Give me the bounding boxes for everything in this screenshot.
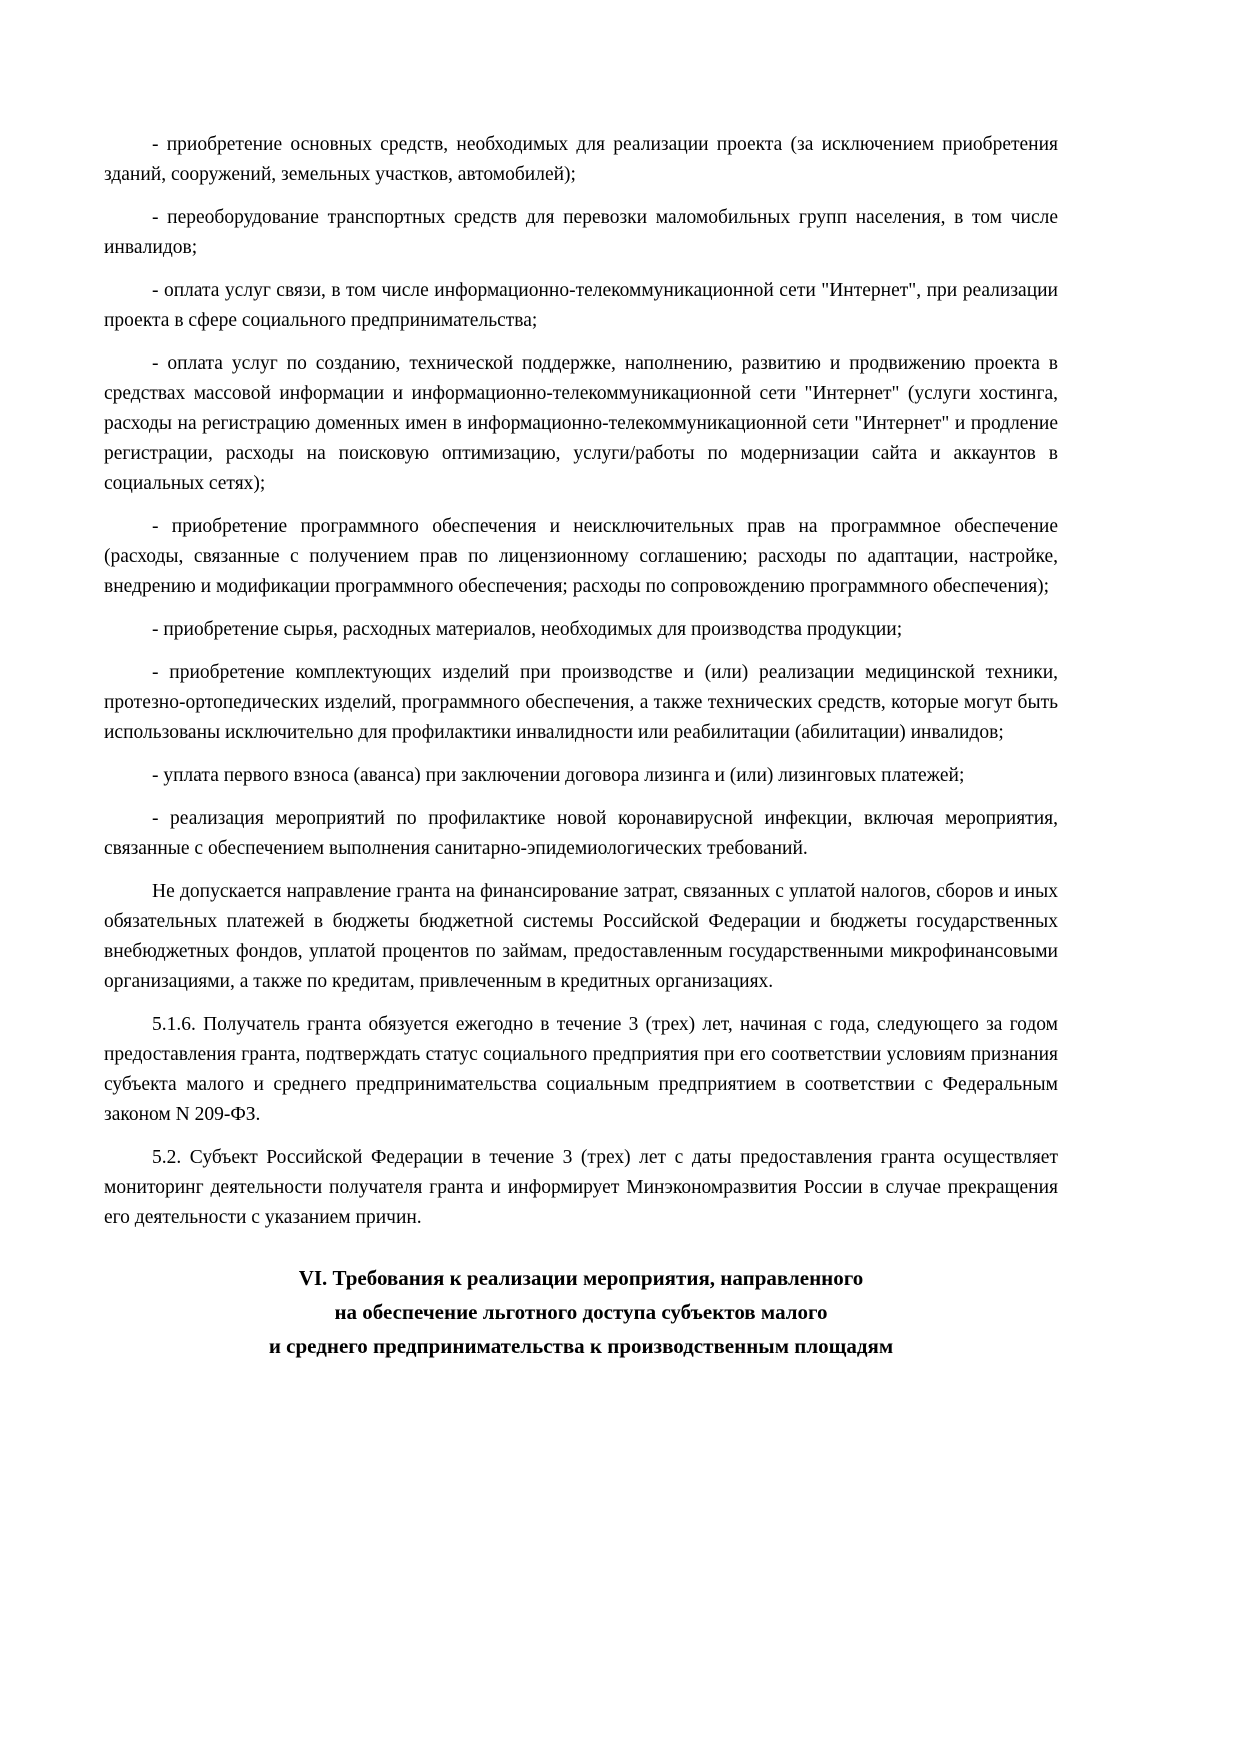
- bullet-paragraph-transport-refit: - переоборудование транспортных средств для перевозки маломобильных групп населения, в том числе инвалидов;: [104, 207, 1058, 258]
- bullet-paragraph-covid-measures: - реализация мероприятий по профилактике новой коронавирусной инфекции, включая мероприятия, связанные с обеспечением выполнения санитарно-эпидемиологических требований.: [104, 808, 1058, 859]
- bullet-paragraph-software: - приобретение программного обеспечения и неисключительных прав на программное обеспечение (расходы, связанные с получением прав по лицензионному соглашению; расходы по адаптации, настройке, внедрению и модификации программного обеспечения; расходы по сопровождению программного обеспечения);: [104, 516, 1058, 597]
- bullet-paragraph-raw-materials: - приобретение сырья, расходных материалов, необходимых для производства продукции;: [152, 619, 903, 640]
- paragraph-clause-5-1-6: 5.1.6. Получатель гранта обязуется ежегодно в течение 3 (трех) лет, начиная с года, следующего за годом предоставления гранта, подтверждать статус социального предприятия при его соответствии условиям признания субъекта малого и среднего предпринимательства социальным предприятием в соответствии с Федеральным законом N 209-ФЗ.: [104, 1014, 1058, 1125]
- bullet-paragraph-fixed-assets: - приобретение основных средств, необходимых для реализации проекта (за исключением приобретения зданий, сооружений, земельных участков, автомобилей);: [104, 134, 1058, 185]
- bullet-paragraph-components: - приобретение комплектующих изделий при производстве и (или) реализации медицинской техники, протезно-ортопедических изделий, программного обеспечения, а также технических средств, которые могут быть использованы исключительно для профилактики инвалидности или реабилитации (абилитации) инвалидов;: [104, 662, 1058, 743]
- paragraph-clause-5-2: 5.2. Субъект Российской Федерации в течение 3 (трех) лет с даты предоставления гранта осуществляет мониторинг деятельности получателя гранта и информирует Минэкономразвития России в случае прекращения его деятельности с указанием причин.: [104, 1147, 1058, 1228]
- bullet-paragraph-media-promotion: - оплата услуг по созданию, технической поддержке, наполнению, развитию и продвижению проекта в средствах массовой информации и информационно-телекоммуникационной сети "Интернет" (услуги хостинга, расходы на регистрацию доменных имен в информационно-телекоммуникационной сети "Интернет" и продление регистрации, расходы на поисковую оптимизацию, услуги/работы по модернизации сайта и аккаунтов в социальных сетях);: [104, 353, 1058, 494]
- paragraph-grant-restrictions: Не допускается направление гранта на финансирование затрат, связанных с уплатой налогов, сборов и иных обязательных платежей в бюджеты бюджетной системы Российской Федерации и бюджеты государственных внебюджетных фондов, уплатой процентов по займам, предоставленным государственными микрофинансовыми организациями, а также по кредитам, привлеченным в кредитных организациях.: [104, 881, 1058, 992]
- bullet-paragraph-communication-services: - оплата услуг связи, в том числе информационно-телекоммуникационной сети "Интернет", при реализации проекта в сфере социального предпринимательства;: [104, 280, 1058, 331]
- section-heading-line-2: на обеспечение льготного доступа субъектов малого: [334, 1300, 828, 1324]
- section-heading-line-3: и среднего предпринимательства к производственным площадям: [268, 1334, 894, 1358]
- bullet-paragraph-leasing: - уплата первого взноса (аванса) при заключении договора лизинга и (или) лизинговых платежей;: [152, 765, 965, 786]
- section-heading: [104, 1261, 1058, 1363]
- section-heading-line-1: VI. Требования к реализации мероприятия, направленного: [298, 1266, 864, 1290]
